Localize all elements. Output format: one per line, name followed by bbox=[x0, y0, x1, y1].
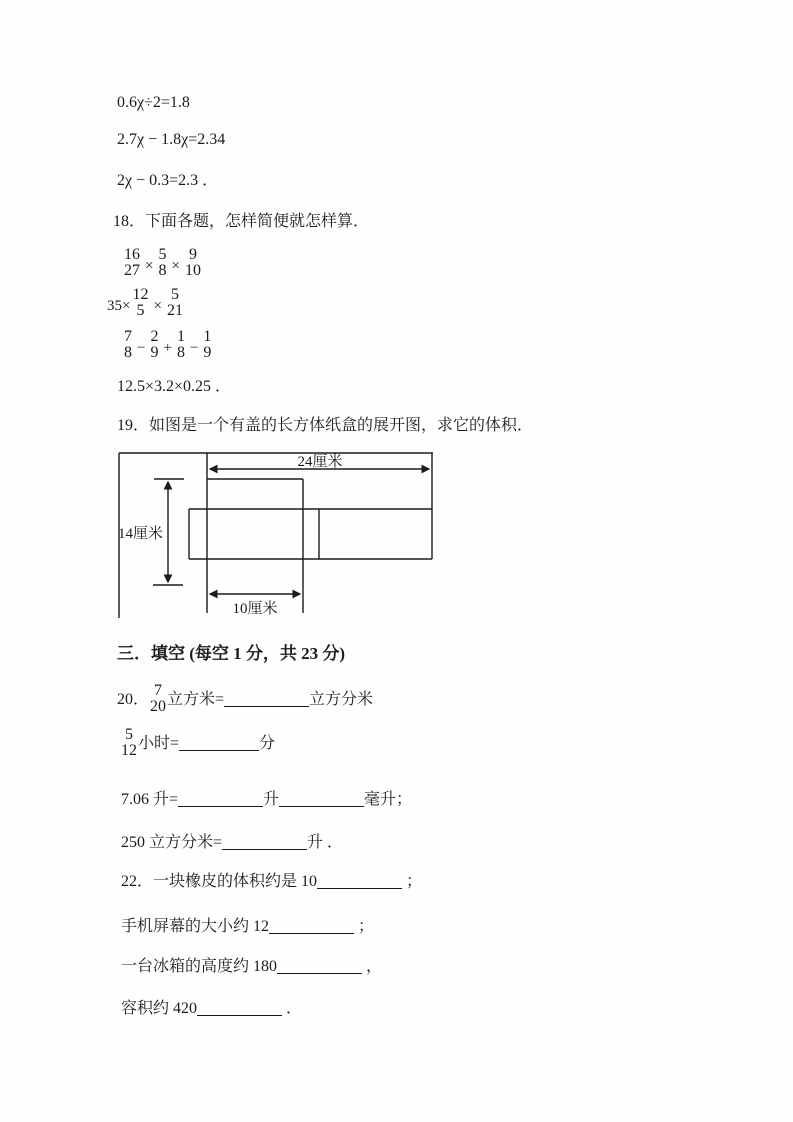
denominator: 20 bbox=[150, 698, 167, 715]
unit-label: 小时= bbox=[138, 734, 180, 752]
fill-text: 7.06 升= bbox=[121, 791, 179, 808]
fill-line-capacity bbox=[105, 983, 302, 1034]
fill-text: ． bbox=[282, 1000, 303, 1017]
fraction bbox=[184, 247, 202, 279]
dimension-label-top: 24厘米 bbox=[297, 454, 343, 470]
box-net-figure bbox=[113, 448, 443, 620]
fill-text: ； bbox=[402, 873, 423, 890]
denominator: 12 bbox=[121, 742, 137, 759]
answer-blank bbox=[277, 971, 362, 974]
denominator: 8 bbox=[176, 344, 185, 361]
fill-text: 22．一块橡皮的体积约是 10 bbox=[121, 873, 318, 890]
answer-blank bbox=[197, 1013, 282, 1016]
question-20-number: 20． bbox=[117, 690, 150, 708]
answer-blank bbox=[179, 748, 259, 751]
denominator: 8 bbox=[158, 262, 167, 279]
answer-blank bbox=[222, 847, 307, 850]
fill-text: 升 ． bbox=[307, 834, 344, 851]
numerator: 12 bbox=[132, 286, 149, 303]
dimension-label-left: 14厘米 bbox=[118, 526, 164, 542]
fraction bbox=[123, 247, 141, 279]
numerator: 1 bbox=[203, 328, 212, 345]
expression-1 bbox=[123, 247, 202, 279]
expression-4: 12.5×3.2×0.25 ． bbox=[117, 378, 232, 395]
multiply-operator: × bbox=[153, 297, 162, 314]
question-20-row-2 bbox=[120, 727, 275, 759]
fill-text: 250 立方分米= bbox=[121, 834, 223, 851]
fraction bbox=[176, 329, 186, 361]
fill-text: ； bbox=[354, 918, 375, 935]
fraction bbox=[123, 329, 133, 361]
fill-text: 毫升； bbox=[364, 791, 413, 808]
numerator: 1 bbox=[176, 328, 185, 345]
answer-blank bbox=[317, 886, 402, 889]
multiply-operator: × bbox=[171, 257, 180, 274]
numerator: 16 bbox=[124, 246, 140, 263]
equation-line-2: 2.7χ − 1.8χ=2.34 bbox=[117, 131, 226, 148]
denominator: 21 bbox=[166, 302, 183, 319]
numerator: 5 bbox=[170, 286, 179, 303]
plus-operator: + bbox=[163, 339, 172, 356]
question-18-title: 18．下面各题，怎样简便就怎样算． bbox=[113, 213, 370, 230]
fraction bbox=[149, 683, 167, 715]
equation-line-1: 0.6χ÷2=1.8 bbox=[117, 94, 190, 111]
fraction bbox=[157, 247, 167, 279]
denominator: 5 bbox=[136, 302, 145, 319]
denominator: 9 bbox=[150, 344, 159, 361]
unit-conversion-text bbox=[167, 691, 373, 708]
denominator: 8 bbox=[124, 344, 132, 361]
unit-label: 分 bbox=[259, 734, 276, 752]
fill-text: 一台冰箱的高度约 180 bbox=[121, 958, 278, 975]
answer-blank bbox=[269, 931, 354, 934]
denominator: 9 bbox=[203, 344, 212, 361]
numerator: 9 bbox=[188, 246, 197, 263]
equation-line-3: 2χ − 0.3=2.3 ． bbox=[117, 172, 219, 189]
numerator: 2 bbox=[150, 328, 159, 345]
expression-2 bbox=[107, 287, 184, 319]
fill-text: 升 bbox=[263, 791, 280, 808]
section-3-title: 三．填空 (每空 1 分，共 23 分) bbox=[117, 644, 346, 663]
numerator: 7 bbox=[124, 328, 132, 345]
denominator: 10 bbox=[184, 262, 201, 279]
fraction bbox=[149, 329, 159, 361]
denominator: 27 bbox=[124, 262, 140, 279]
answer-blank bbox=[178, 804, 263, 807]
unit-conversion-text bbox=[138, 735, 275, 752]
numerator: 5 bbox=[125, 726, 133, 743]
coefficient: 35× bbox=[107, 297, 131, 314]
fraction bbox=[131, 287, 149, 319]
numerator: 7 bbox=[154, 682, 163, 699]
expression-3 bbox=[123, 329, 212, 361]
unit-label: 立方米= bbox=[167, 690, 225, 708]
dimension-label-bottom: 10厘米 bbox=[232, 601, 278, 617]
unit-label: 立方分米 bbox=[309, 690, 374, 708]
fraction bbox=[166, 287, 184, 319]
fill-text: 容积约 420 bbox=[121, 1000, 198, 1017]
fraction bbox=[202, 329, 212, 361]
answer-blank bbox=[224, 704, 309, 707]
question-19-title: 19．如图是一个有盖的长方体纸盒的展开图，求它的体积． bbox=[117, 417, 534, 434]
fill-text: ， bbox=[362, 958, 383, 975]
fill-text: 手机屏幕的大小约 12 bbox=[121, 918, 270, 935]
question-20-row-1 bbox=[117, 683, 373, 715]
fraction bbox=[120, 727, 138, 759]
answer-blank bbox=[279, 804, 364, 807]
minus-operator: − bbox=[137, 339, 146, 356]
numerator: 5 bbox=[158, 246, 167, 263]
minus-operator: − bbox=[189, 339, 199, 356]
question-22-line bbox=[105, 856, 422, 907]
multiply-operator: × bbox=[145, 257, 154, 274]
